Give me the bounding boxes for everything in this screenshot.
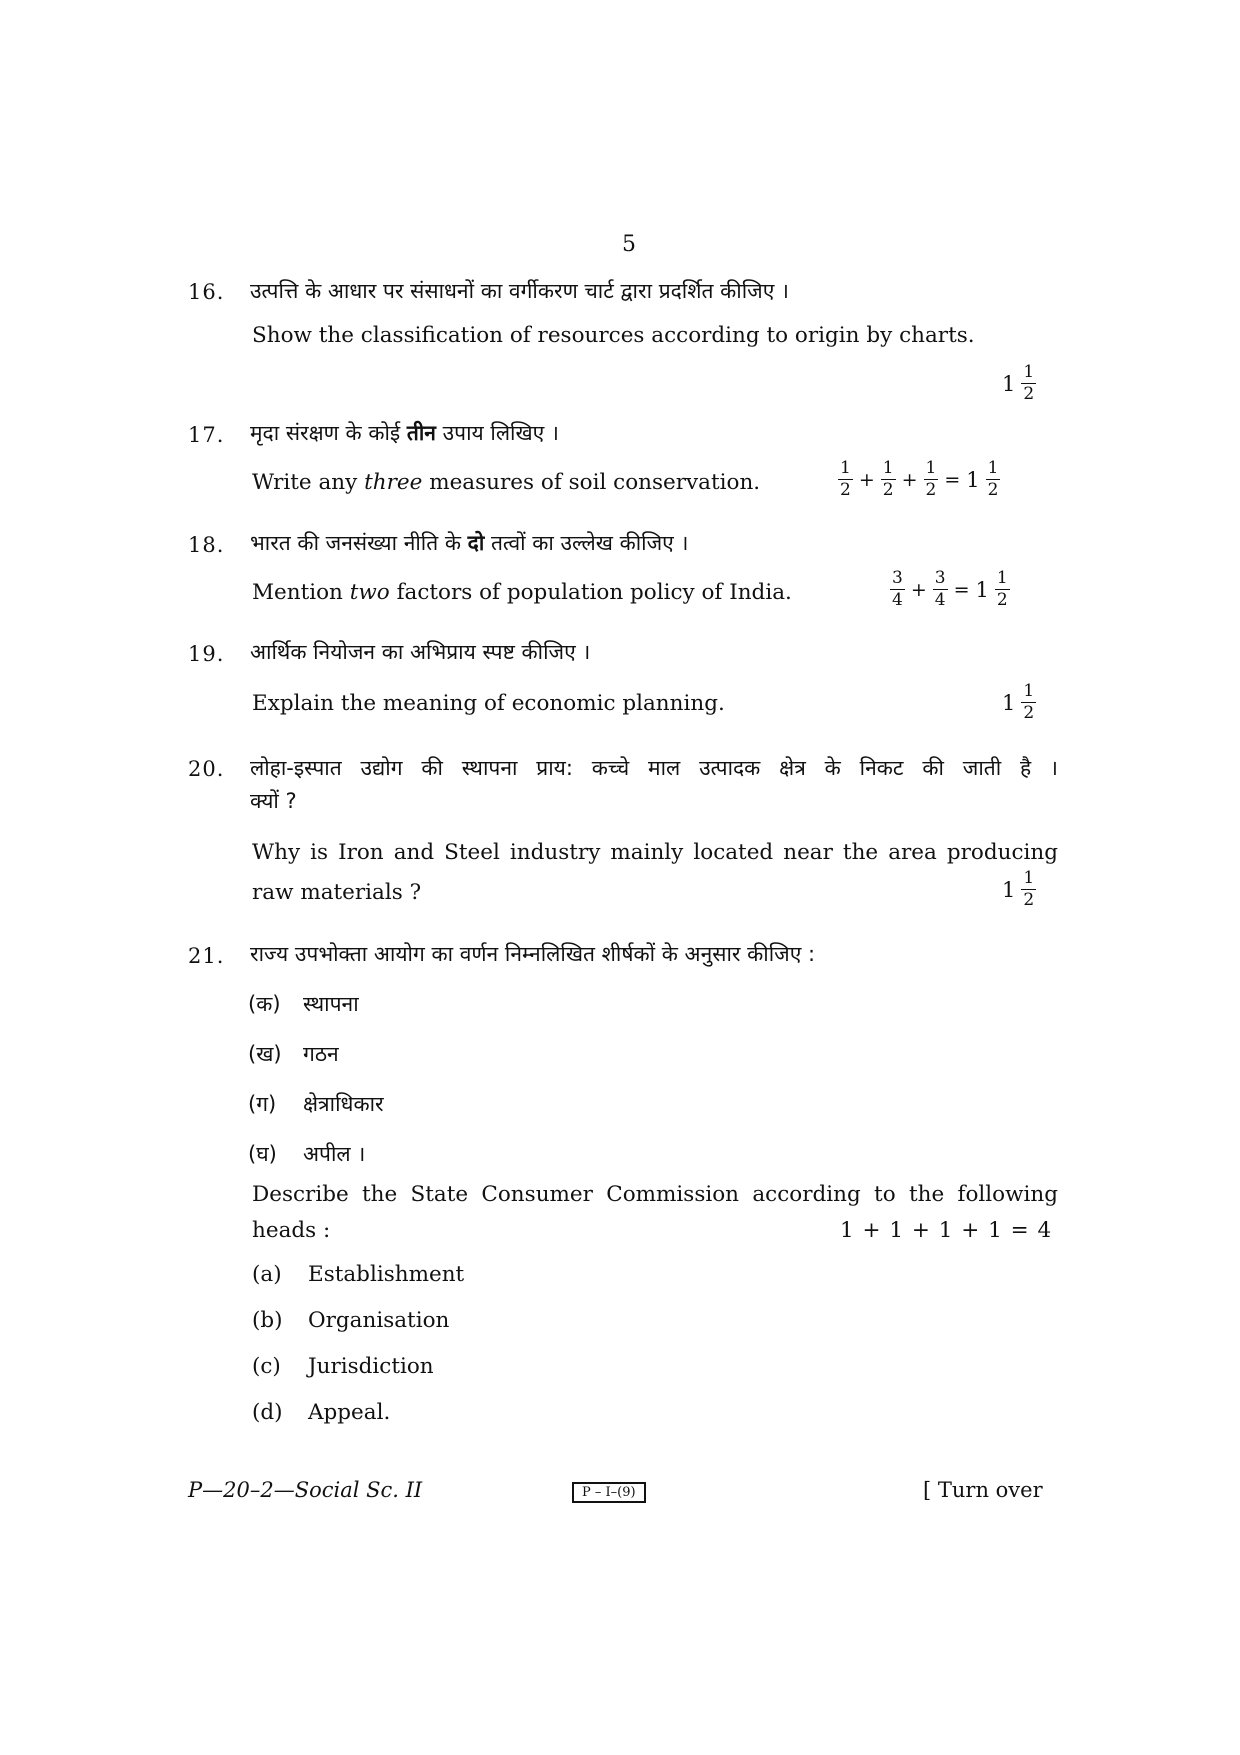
question-number-17: 17. <box>188 423 225 447</box>
page-number: 5 <box>622 232 636 257</box>
question-16-hindi: उत्पत्ति के आधार पर संसाधनों का वर्गीकरण चार्ट द्वारा प्रदर्शित कीजिए । <box>250 279 789 303</box>
marks-fraction: $\frac{1}{2}$ <box>840 458 851 500</box>
hindi-item-text: गठन <box>303 1042 339 1066</box>
hindi-item-label: (घ) <box>248 1142 277 1166</box>
english-item-text: Jurisdiction <box>308 1354 434 1379</box>
footer-turn-over: [ Turn over <box>923 1478 1043 1502</box>
question-16-english: Show the classification of resources according to origin by charts. <box>252 323 975 348</box>
marks-fraction: $\frac{1}{2}$ <box>1023 681 1035 723</box>
question-20-english-line2: raw materials ? <box>252 880 422 905</box>
marks-fraction-total: $\frac{1}{2}$ <box>996 568 1008 610</box>
question-number-20: 20. <box>188 757 225 781</box>
marks-whole: 1 <box>1002 371 1016 396</box>
english-item-text: Establishment <box>308 1262 465 1287</box>
question-number-16: 16. <box>188 280 225 304</box>
hindi-item-label: (क) <box>248 992 281 1016</box>
marks-fraction: $\frac{1}{2}$ <box>925 458 937 500</box>
english-item-text: Appeal. <box>308 1400 391 1425</box>
hindi-item-label: (ख) <box>248 1042 282 1066</box>
hindi-item-text: अपील । <box>303 1142 366 1166</box>
question-19-hindi: आर्थिक नियोजन का अभिप्राय स्पष्ट कीजिए । <box>250 640 591 664</box>
question-17-marks: $\frac{1}{2}$ + $\frac{1}{2}$ + $\frac{1}{2}$ = 1 $\frac{1}{2}$ <box>840 458 999 500</box>
footer-paper-code: P—20–2—Social Sc. II <box>188 1478 423 1502</box>
english-item-label: (b) <box>252 1308 283 1333</box>
english-item-text: Organisation <box>308 1308 450 1333</box>
english-item-label: (a) <box>252 1262 282 1287</box>
footer-page-code: P – I–(9) <box>572 1482 646 1503</box>
question-number-18: 18. <box>188 533 225 557</box>
question-16-marks <box>1002 364 1036 403</box>
marks-fraction: $\frac{3}{4}$ <box>934 568 946 610</box>
marks-fraction: $\frac{1}{2}$ <box>882 458 894 500</box>
english-item-label: (c) <box>252 1354 281 1379</box>
marks-fraction: $\frac{1}{2}$ <box>1023 362 1035 404</box>
question-20-hindi-line2: क्यों ? <box>250 789 297 813</box>
question-18-hindi: भारत की जनसंख्या नीति के दो तत्वों का उल्लेख कीजिए । <box>250 531 689 555</box>
question-21-marks: 1 + 1 + 1 + 1 = 4 <box>840 1218 1052 1243</box>
marks-fraction-total: $\frac{1}{2}$ <box>987 458 999 500</box>
question-19-marks: 1 $\frac{1}{2}$ <box>1002 681 1035 723</box>
question-21-english-line2: heads : <box>252 1218 331 1243</box>
hindi-item-text: क्षेत्राधिकार <box>303 1092 384 1116</box>
question-18-english: Mention two factors of population policy of India. <box>252 580 792 605</box>
hindi-item-label: (ग) <box>248 1092 277 1116</box>
question-20-english-line1: Why is Iron and Steel industry mainly located near the area producing <box>252 840 1058 865</box>
question-17-english: Write any three measures of soil conservation. <box>252 470 761 495</box>
marks-fraction: $\frac{3}{4}$ <box>892 568 903 610</box>
question-number-19: 19. <box>188 642 225 666</box>
question-21-english-line1: Describe the State Consumer Commission according to the following <box>252 1182 1058 1207</box>
question-20-hindi-line1: लोहा-इस्पात उद्योग की स्थापना प्राय: कच्चे माल उत्पादक क्षेत्र के निकट की जाती है । <box>250 756 1058 780</box>
question-18-marks: $\frac{3}{4}$ + $\frac{3}{4}$ = 1 $\frac{1}{2}$ <box>892 568 1008 610</box>
english-item-label: (d) <box>252 1400 283 1425</box>
question-17-hindi: मृदा संरक्षण के कोई तीन उपाय लिखिए । <box>250 421 559 445</box>
question-number-21: 21. <box>188 944 225 968</box>
marks-fraction: $\frac{1}{2}$ <box>1023 868 1035 910</box>
hindi-item-text: स्थापना <box>303 992 359 1016</box>
question-19-english: Explain the meaning of economic planning. <box>252 691 725 716</box>
question-20-marks: 1 $\frac{1}{2}$ <box>1002 868 1035 910</box>
question-21-hindi: राज्य उपभोक्ता आयोग का वर्णन निम्नलिखित शीर्षकों के अनुसार कीजिए : <box>250 942 816 966</box>
